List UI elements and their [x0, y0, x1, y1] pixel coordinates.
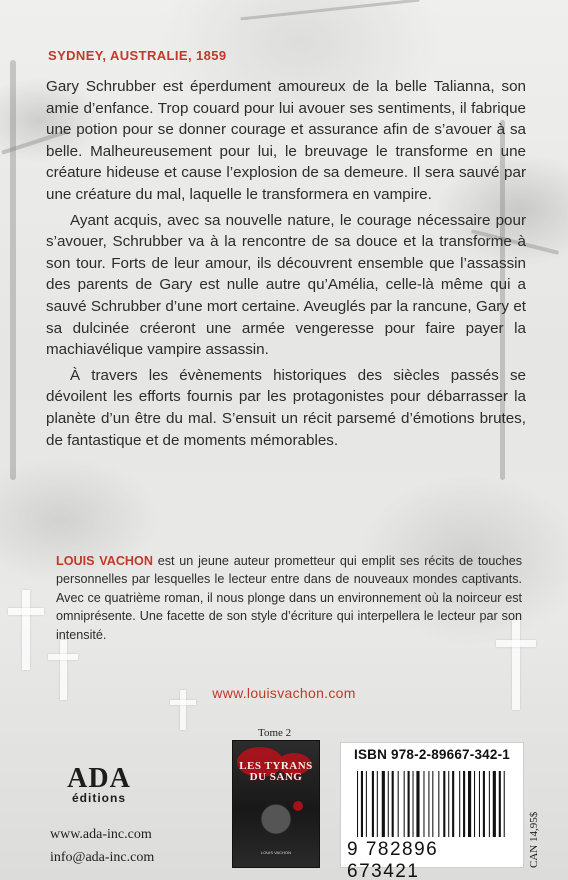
book-cover-title — [233, 761, 319, 783]
story-heading: SYDNEY, AUSTRALIE, 1859 — [48, 48, 227, 63]
book-cover-thumbnail — [232, 740, 320, 868]
tree-branch — [240, 0, 419, 20]
story-synopsis — [46, 76, 526, 451]
cross-shape — [8, 608, 44, 615]
author-website-link[interactable]: www.louisvachon.com — [212, 685, 356, 701]
synopsis-paragraph-2: Ayant acquis, avec sa nouvelle nature, le courage nécessaire pour s’avouer, Schrubber va à la rencontre de sa douce et la transforme à son tour. Forts de leur amour, ils découvrent ensemble que l’assassin des parents de Gary est nulle autre qu’Amélia, celle-là même qui a sauvé Schrubber d’une mort certaine. Aveuglés par la rancune, Gary et sa dulcinée créeront une armée vengeresse pour faire payer la machiavélique vampire assassin. — [46, 211, 526, 359]
publisher-logo — [44, 765, 154, 805]
cross-shape — [22, 590, 30, 670]
blood-splatter — [293, 801, 303, 811]
barcode-digits: 9 782896 673421 — [347, 839, 439, 880]
author-bio — [56, 552, 522, 644]
price-label: CAN 14,95$ — [528, 811, 540, 868]
author-bio-text: est un jeune auteur prometteur qui emplit ses récits de touches personnelles par lesquelles le lecteur entre dans de nouveaux mondes captivants. Avec ce quatrième roman, il nous plonge dans un environnement où la noirceur est omniprésente. Une facette de son style d’écriture qui interpellera le lecteur par son intensité. — [56, 554, 523, 642]
book-title-line-1: LES TYRANS — [239, 760, 313, 772]
barcode-bars — [357, 771, 509, 837]
publisher-contact — [50, 823, 154, 869]
cross-shape — [48, 654, 78, 660]
publisher-logo-sub: éditions — [71, 791, 126, 805]
isbn-barcode — [340, 742, 524, 880]
book-cover-author: LOUIS VACHON — [261, 850, 291, 855]
publisher-logo-mark: ADA — [67, 763, 131, 794]
isbn-number: ISBN 978-2-89667-342-1 — [354, 747, 510, 762]
tree-branch — [10, 60, 16, 480]
synopsis-paragraph-1: Gary Schrubber est éperdument amoureux de la belle Talianna, son amie d’enfance. Trop couard pour lui avouer ses sentiments, il fabrique une potion pour se donner courage et assurance afin de s’avouer à sa belle. Malheureusement pour lui, le breuvage le transforme en une créature hideuse et cause l’explosion de sa demeure. Il sera sauvé par une créature du mal, laquelle le transformera en vampire. — [46, 78, 526, 203]
publisher-email-link[interactable]: info@ada-inc.com — [50, 850, 155, 865]
author-name: LOUIS VACHON — [56, 554, 153, 568]
synopsis-paragraph-3: À travers les évènements historiques des siècles passés se dévoilent les efforts fournis par les protagonistes pour débarrasser la planète d’un être du mal. S’ensuit un récit parsemé d’émotions brutes, de fantastique et de moments mémorables. — [46, 366, 526, 449]
tome-label: Tome 2 — [258, 727, 292, 739]
publisher-website-link[interactable]: www.ada-inc.com — [50, 827, 152, 842]
book-title-line-2: DU SANG — [249, 771, 303, 783]
